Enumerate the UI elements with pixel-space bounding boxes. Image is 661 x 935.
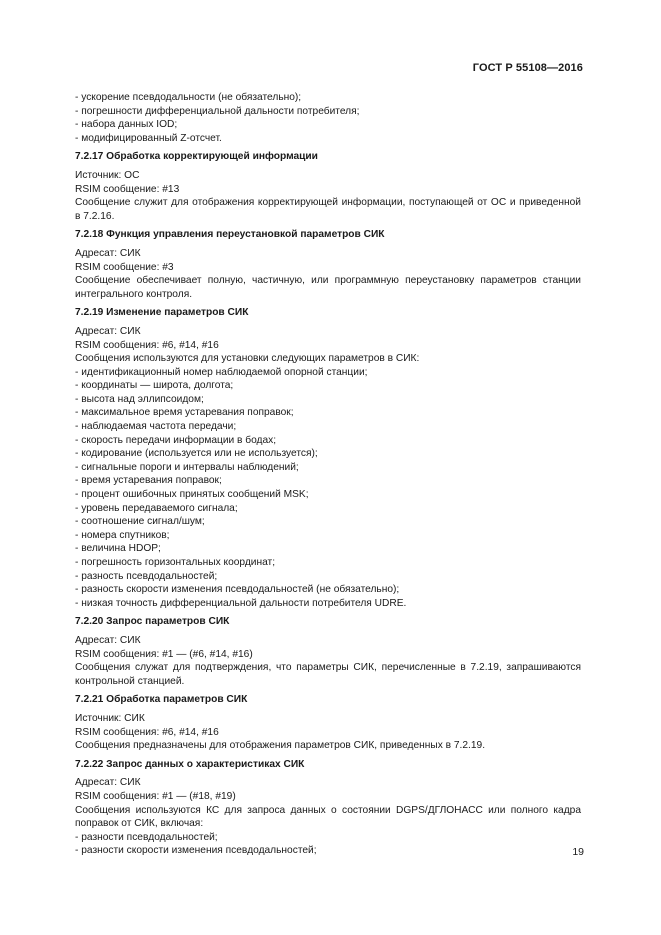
request-list bbox=[61, 831, 581, 858]
list-item: - разности скорости изменения псевдодальностей; bbox=[75, 845, 317, 857]
source-line: Источник: ОС bbox=[75, 169, 140, 181]
list-item: - уровень передаваемого сигнала; bbox=[75, 502, 238, 514]
page-number: 19 bbox=[572, 846, 584, 858]
rsim-line: RSIM сообщения: #1 — (#6, #14, #16) bbox=[75, 648, 253, 660]
list-item: - сигнальные пороги и интервалы наблюдений; bbox=[75, 461, 299, 473]
list-item: - погрешности дифференциальной дальности потребителя; bbox=[75, 105, 360, 117]
rsim-line: RSIM сообщения: #6, #14, #16 bbox=[75, 726, 219, 738]
list-item: - разность скорости изменения псевдодальностей (не обязательно); bbox=[75, 584, 400, 596]
list-item: - величина HDOP; bbox=[75, 543, 161, 555]
section-heading-7-2-22: 7.2.22 Запрос данных о характеристиках СИК bbox=[75, 758, 305, 770]
list-item: - максимальное время устаревания поправок; bbox=[75, 407, 294, 419]
list-item: - наблюдаемая частота передачи; bbox=[75, 421, 237, 433]
section-description: Сообщение служит для отображения корректирующей информации, поступающей от ОС и приведенной в 7.2.16. bbox=[75, 197, 581, 222]
list-item: - процент ошибочных принятых сообщений MSK; bbox=[75, 489, 309, 501]
document-id: ГОСТ Р 55108—2016 bbox=[472, 62, 583, 74]
list-item: - соотношение сигнал/шум; bbox=[75, 516, 205, 528]
list-item: - разности псевдодальностей; bbox=[75, 831, 218, 843]
section-description: Сообщения используются для установки следующих параметров в СИК: bbox=[75, 353, 420, 365]
intro-list bbox=[61, 91, 581, 145]
rsim-line: RSIM сообщение: #3 bbox=[75, 261, 174, 273]
section-description: Сообщения используются КС для запроса данных о состоянии DGPS/ДГЛОНАСС или полного кадра поправок от СИК, включая: bbox=[75, 804, 581, 830]
list-item: - идентификационный номер наблюдаемой опорной станции; bbox=[75, 366, 368, 378]
addressee-line: Адресат: СИК bbox=[75, 634, 141, 646]
rsim-line: RSIM сообщение: #13 bbox=[75, 183, 180, 195]
section-description: Сообщение обеспечивает полную, частичную, или программную переустановку параметров станции интегрального контроля. bbox=[75, 275, 581, 300]
list-item: - скорость передачи информации в бодах; bbox=[75, 434, 277, 446]
section-heading-7-2-19: 7.2.19 Изменение параметров СИК bbox=[75, 307, 249, 319]
list-item: - кодирование (используется или не используется); bbox=[75, 448, 318, 460]
list-item: - время устаревания поправок; bbox=[75, 475, 222, 487]
section-heading-7-2-17: 7.2.17 Обработка корректирующей информации bbox=[75, 151, 318, 163]
section-heading-7-2-20: 7.2.20 Запрос параметров СИК bbox=[75, 616, 230, 628]
list-item: - координаты — широта, долгота; bbox=[75, 380, 234, 392]
list-item: - набора данных IOD; bbox=[75, 119, 178, 131]
list-item: - высота над эллипсоидом; bbox=[75, 393, 204, 405]
parameter-list bbox=[61, 366, 581, 611]
section-description: Сообщения служат для подтверждения, что параметры СИК, перечисленные в 7.2.19, запрашиваются контрольной станцией. bbox=[75, 662, 581, 687]
addressee-line: Адресат: СИК bbox=[75, 325, 141, 337]
list-item: - погрешность горизонтальных координат; bbox=[75, 557, 276, 568]
rsim-line: RSIM сообщения: #1 — (#18, #19) bbox=[75, 790, 236, 802]
list-item: - разность псевдодальностей; bbox=[75, 570, 218, 582]
addressee-line: Адресат: СИК bbox=[75, 247, 141, 259]
page-content bbox=[61, 91, 581, 858]
section-description: Сообщения предназначены для отображения параметров СИК, приведенных в 7.2.19. bbox=[75, 740, 486, 752]
list-item: - низкая точность дифференциальной дальности потребителя UDRE. bbox=[75, 597, 407, 609]
rsim-line: RSIM сообщения: #6, #14, #16 bbox=[75, 339, 219, 351]
source-line: Источник: СИК bbox=[75, 712, 145, 724]
section-heading-7-2-18: 7.2.18 Функция управления переустановкой параметров СИК bbox=[75, 229, 385, 241]
list-item: - модифицированный Z-отсчет. bbox=[75, 132, 222, 144]
section-heading-7-2-21: 7.2.21 Обработка параметров СИК bbox=[75, 694, 248, 706]
list-item: - ускорение псевдодальности (не обязательно); bbox=[75, 92, 302, 103]
addressee-line: Адресат: СИК bbox=[75, 777, 141, 789]
list-item: - номера спутников; bbox=[75, 529, 170, 541]
